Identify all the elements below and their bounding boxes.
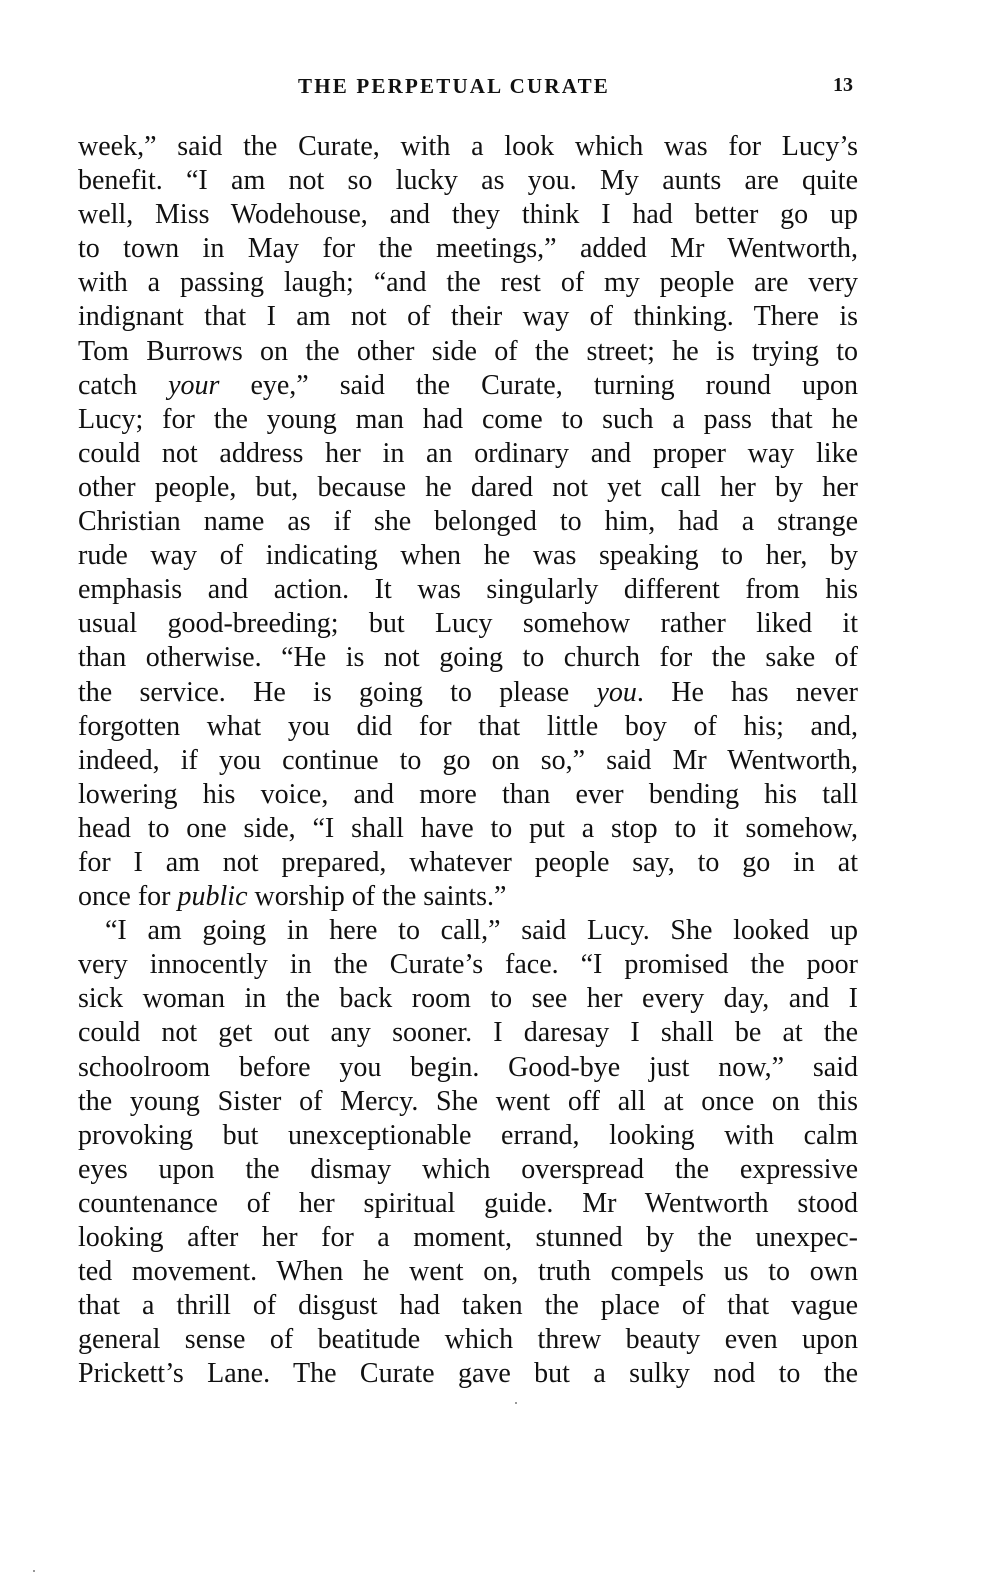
text-line: general sense of beatitude which threw beauty even upon bbox=[78, 1324, 858, 1356]
paragraph-end-line: once for public worship of the saints.” bbox=[78, 881, 507, 913]
emphasis: public bbox=[177, 881, 248, 913]
body-text bbox=[78, 130, 858, 1391]
text-line: Lucy; for the young man had come to such a pass that he bbox=[78, 403, 858, 435]
text-line: looking after her for a moment, stunned by the unexpec- bbox=[78, 1222, 858, 1253]
text-line: with a passing laugh; “and the rest of my people are very bbox=[78, 267, 858, 299]
text-line: than otherwise. “He is not going to church for the sake of bbox=[78, 642, 858, 674]
text-line: could not address her in an ordinary and proper way like bbox=[78, 437, 858, 469]
emphasis: your bbox=[168, 369, 220, 401]
scan-speck bbox=[515, 1402, 517, 1404]
text-line: lowering his voice, and more than ever bending his tall bbox=[78, 778, 858, 810]
text-line: usual good-breeding; but Lucy somehow rather liked it bbox=[78, 608, 858, 640]
text-line: could not get out any sooner. I daresay I shall be at the bbox=[78, 1017, 858, 1049]
text-line: for I am not prepared, whatever people say, to go in at bbox=[78, 846, 858, 878]
book-title: THE PERPETUAL CURATE bbox=[298, 74, 610, 98]
emphasis: you bbox=[596, 676, 637, 708]
text-line: head to one side, “I shall have to put a stop to it somehow, bbox=[78, 812, 858, 844]
running-head bbox=[0, 74, 1000, 104]
text-line: countenance of her spiritual guide. Mr Wentworth stood bbox=[78, 1187, 858, 1219]
paragraph-start-line: “I am going in here to call,” said Lucy. She looked up bbox=[105, 915, 858, 947]
text-line: rude way of indicating when he was speaking to her, by bbox=[78, 540, 858, 572]
text-line: other people, but, because he dared not yet call her by her bbox=[78, 471, 858, 503]
text-line: very innocently in the Curate’s face. “I promised the poor bbox=[78, 949, 858, 981]
scan-speck bbox=[33, 1570, 35, 1572]
text-line: week,” said the Curate, with a look which was for Lucy’s bbox=[78, 131, 858, 162]
text-line: schoolroom before you begin. Good-bye just now,” said bbox=[78, 1051, 858, 1083]
text-line: ted movement. When he went on, truth compels us to own bbox=[78, 1256, 858, 1288]
text-line: that a thrill of disgust had taken the place of that vague bbox=[78, 1290, 858, 1322]
text-line: the young Sister of Mercy. She went off all at once on this bbox=[78, 1085, 858, 1117]
page-number: 13 bbox=[833, 74, 853, 96]
text-line: well, Miss Wodehouse, and they think I had better go up bbox=[78, 199, 858, 231]
text-line: to town in May for the meetings,” added Mr Wentworth, bbox=[78, 233, 858, 265]
text-line: emphasis and action. It was singularly different from his bbox=[78, 574, 858, 606]
text-line: Christian name as if she belonged to him, had a strange bbox=[78, 506, 858, 538]
text-line: indeed, if you continue to go on so,” said Mr Wentworth, bbox=[78, 744, 858, 776]
text-line: Prickett’s Lane. The Curate gave but a sulky nod to the bbox=[78, 1358, 858, 1390]
text-line: eyes upon the dismay which overspread the expressive bbox=[78, 1153, 858, 1185]
text-line: catch your eye,” said the Curate, turning round upon bbox=[78, 369, 858, 401]
text-line: the service. He is going to please you. He has never bbox=[78, 676, 858, 708]
text-line: Tom Burrows on the other side of the street; he is trying to bbox=[78, 335, 858, 367]
text-line: benefit. “I am not so lucky as you. My aunts are quite bbox=[78, 165, 858, 197]
text-line: forgotten what you did for that little boy of his; and, bbox=[78, 710, 858, 742]
text-line: sick woman in the back room to see her every day, and I bbox=[78, 983, 858, 1015]
text-line: provoking but unexceptionable errand, looking with calm bbox=[78, 1119, 858, 1151]
text-line: indignant that I am not of their way of thinking. There is bbox=[78, 301, 858, 333]
